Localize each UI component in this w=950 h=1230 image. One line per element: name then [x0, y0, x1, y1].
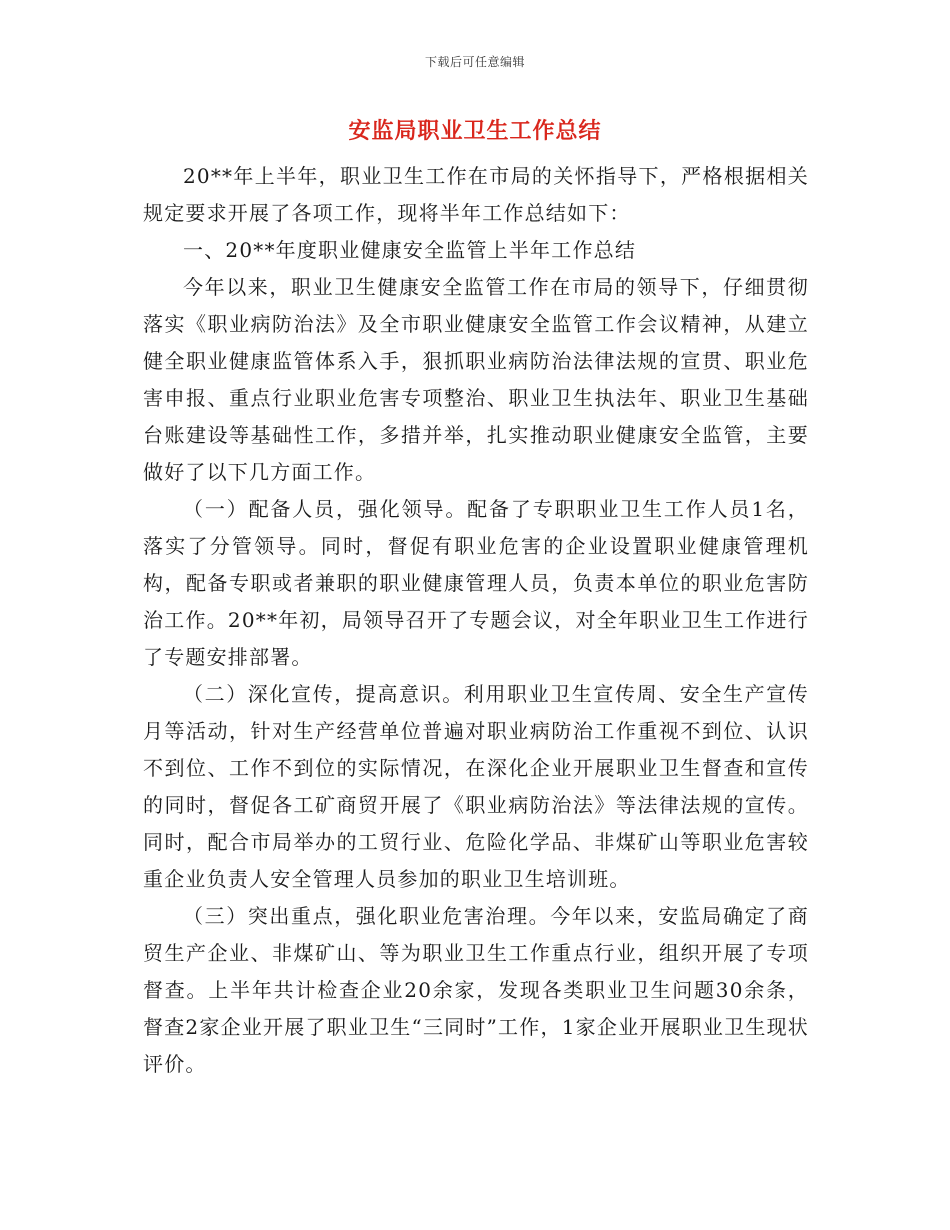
paragraph-overview: 今年以来，职业卫生健康安全监管工作在市局的领导下，仔细贯彻落实《职业病防治法》及全市职业健康安全监管工作会议精神，从建立健全职业健康监管体系入手，狠抓职业病防治法律法规的宣贯、职业危害申报、重点行业职业危害专项整治、职业卫生执法年、职业卫生基础台账建设等基础性工作，多措并举，扎实推动职业健康安全监管，主要做好了以下几方面工作。 [143, 275, 809, 484]
document-title: 安监局职业卫生工作总结 [348, 118, 602, 144]
paragraph-item-3: （三）突出重点，强化职业危害治理。今年以来，安监局确定了商贸生产企业、非煤矿山、等为职业卫生工作重点行业，组织开展了专项督查。上半年共计检查企业20余家，发现各类职业卫生问题30余条，督查2家企业开展了职业卫生“三同时”工作，1家企业开展职业卫生现状评价。 [143, 904, 809, 1076]
paragraph-item-1: （一）配备人员，强化领导。配备了专职职业卫生工作人员1名，落实了分管领导。同时，督促有职业危害的企业设置职业健康管理机构，配备专职或者兼职的职业健康管理人员，负责本单位的职业危害防治工作。20**年初，局领导召开了专题会议，对全年职业卫生工作进行了专题安排部署。 [143, 497, 809, 669]
section-heading-1: 一、20**年度职业健康安全监管上半年工作总结 [183, 238, 637, 262]
paragraph-item-2: （二）深化宣传，提高意识。利用职业卫生宣传周、安全生产宣传月等活动，针对生产经营单位普遍对职业病防治工作重视不到位、认识不到位、工作不到位的实际情况，在深化企业开展职业卫生督查和宣传的同时，督促各工矿商贸开展了《职业病防治法》等法律法规的宣传。同时，配合市局举办的工贸行业、危险化学品、非煤矿山等职业危害较重企业负责人安全管理人员参加的职业卫生培训班。 [143, 682, 809, 891]
header-note: 下载后可任意编辑 [424, 55, 525, 69]
document-body [143, 158, 809, 1083]
paragraph-intro: 20**年上半年，职业卫生工作在市局的关怀指导下，严格根据相关规定要求开展了各项工作，现将半年工作总结如下： [143, 164, 809, 225]
